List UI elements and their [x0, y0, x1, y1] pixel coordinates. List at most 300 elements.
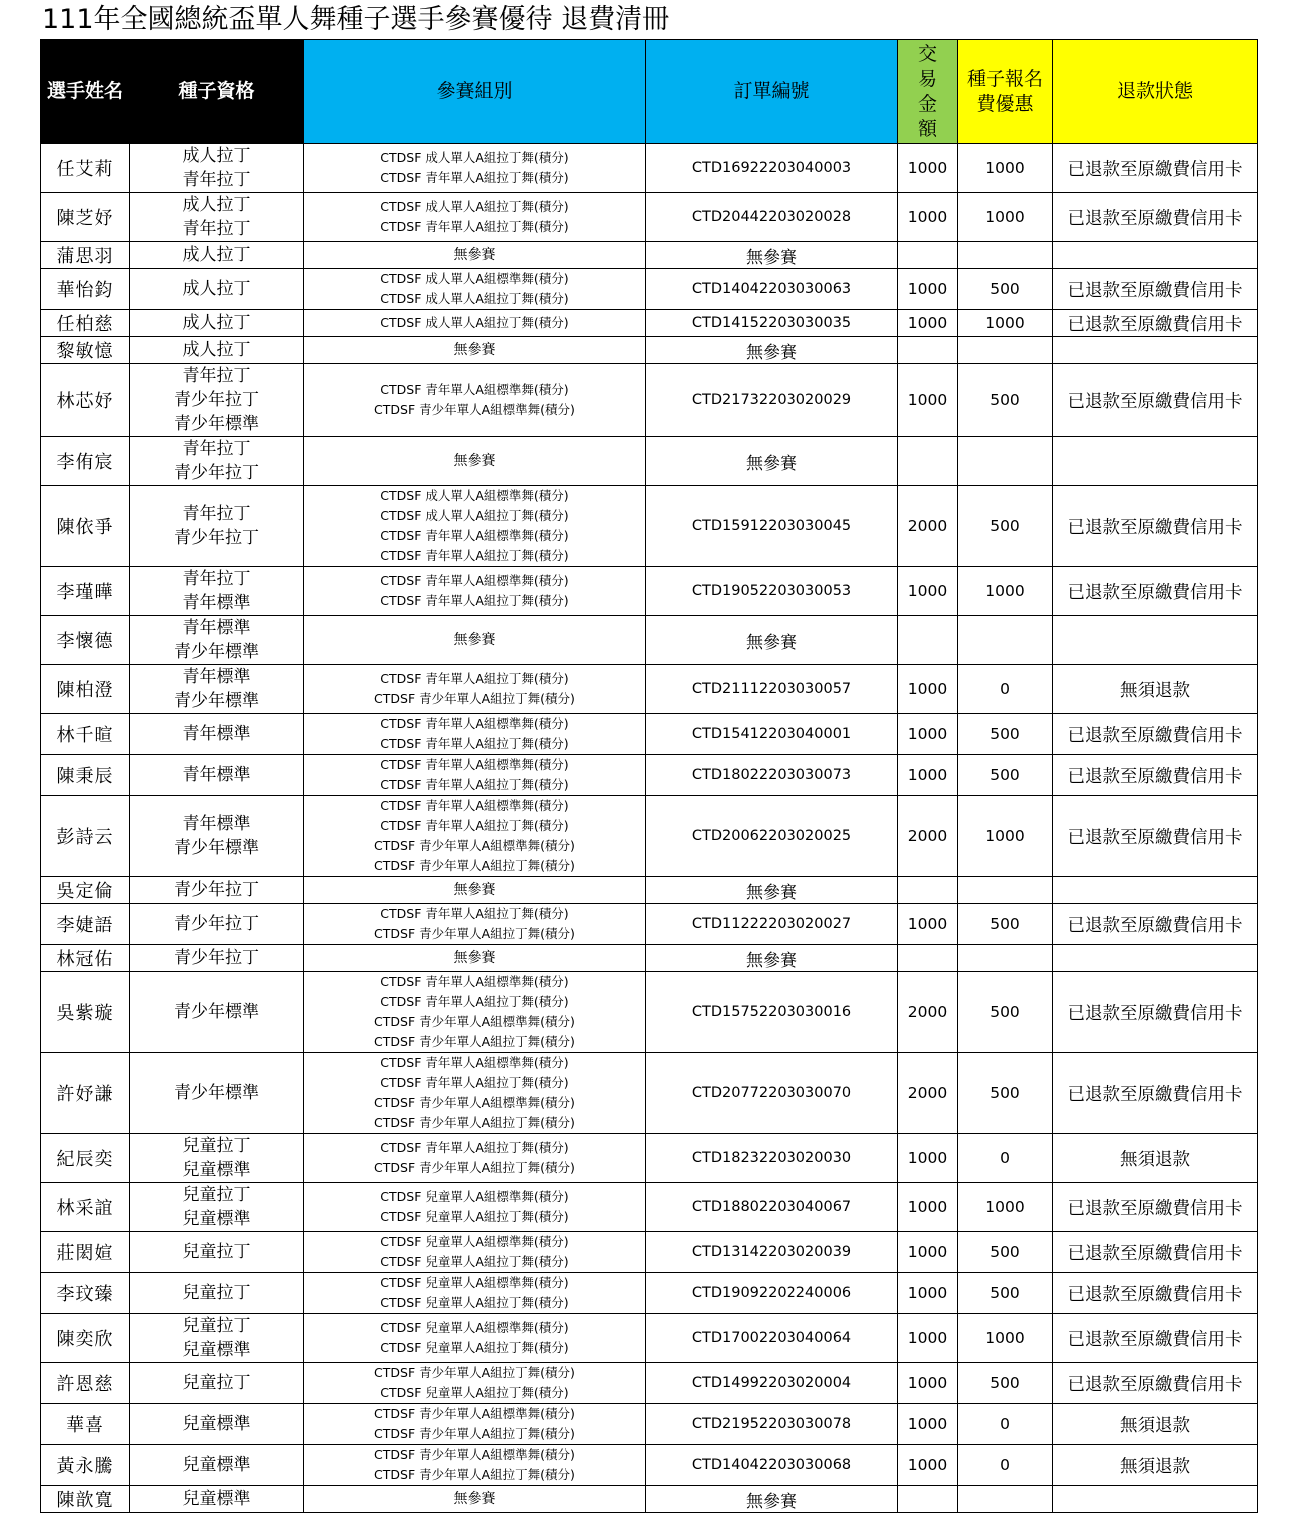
- seed-qualification-line: 青少年拉丁: [174, 463, 259, 483]
- seed-qualification-line: 兒童拉丁: [182, 1242, 251, 1262]
- seed-qualification-line: 兒童標準: [182, 1455, 251, 1475]
- table-row: [41, 665, 1258, 714]
- seed-qualification: [130, 796, 304, 877]
- seed-discount: [958, 437, 1053, 486]
- player-name: 林采誼: [41, 1183, 130, 1232]
- table-row: [41, 796, 1258, 877]
- division-list-line: CTDSF 青年單人A組標準舞(積分): [380, 974, 569, 989]
- division-list-line: CTDSF 青年單人A組標準舞(積分): [380, 798, 569, 813]
- refund-status: 已退款至原繳費信用卡: [1053, 1053, 1258, 1134]
- refund-status: [1053, 337, 1258, 364]
- player-name: 吳定倫: [41, 877, 130, 904]
- seed-discount: [958, 945, 1053, 972]
- player-name: 紀辰奕: [41, 1134, 130, 1183]
- seed-discount: 1000: [958, 1314, 1053, 1363]
- transaction-amount: 1000: [898, 1183, 958, 1232]
- refund-status: 已退款至原繳費信用卡: [1053, 904, 1258, 945]
- seed-discount: 500: [958, 972, 1053, 1053]
- division-list: [304, 310, 646, 337]
- division-list-line: CTDSF 成人單人A組標準舞(積分): [380, 271, 569, 286]
- transaction-amount: 2000: [898, 1053, 958, 1134]
- seed-qualification-line: 青少年拉丁: [174, 914, 259, 934]
- seed-qualification-line: 青少年標準: [174, 838, 259, 858]
- table-row: [41, 1486, 1258, 1513]
- division-list: [304, 1183, 646, 1232]
- division-list-line: CTDSF 青年單人A組標準舞(積分): [380, 757, 569, 772]
- division-list-line: CTDSF 青少年單人A組拉丁舞(積分): [374, 1467, 575, 1482]
- seed-discount: 500: [958, 714, 1053, 755]
- division-list-line: CTDSF 青少年單人A組標準舞(積分): [374, 1014, 575, 1029]
- refund-status: 已退款至原繳費信用卡: [1053, 755, 1258, 796]
- order-number: CTD11222203020027: [646, 904, 898, 945]
- seed-qualification-line: 成人拉丁: [182, 146, 251, 166]
- order-number: CTD20442203020028: [646, 193, 898, 242]
- division-list-line: 無參賽: [453, 882, 496, 898]
- seed-qualification: [130, 567, 304, 616]
- refund-status: [1053, 242, 1258, 269]
- division-list-line: 無參賽: [453, 453, 496, 469]
- order-number: CTD14152203030035: [646, 310, 898, 337]
- division-list-line: 無參賽: [453, 1491, 496, 1507]
- division-list-line: CTDSF 青年單人A組拉丁舞(積分): [380, 906, 569, 921]
- header-qualification: 種子資格: [130, 40, 304, 144]
- division-list: [304, 796, 646, 877]
- table-row: [41, 1053, 1258, 1134]
- order-number: CTD18232203020030: [646, 1134, 898, 1183]
- seed-discount: [958, 337, 1053, 364]
- order-number: CTD17002203040064: [646, 1314, 898, 1363]
- division-list-line: CTDSF 青年單人A組標準舞(積分): [380, 528, 569, 543]
- division-list: [304, 877, 646, 904]
- transaction-amount: 2000: [898, 972, 958, 1053]
- table-row: [41, 144, 1258, 193]
- table-row: [41, 1314, 1258, 1363]
- table-row: [41, 269, 1258, 310]
- division-list-line: CTDSF 兒童單人A組標準舞(積分): [380, 1234, 569, 1249]
- player-name: 華喜: [41, 1404, 130, 1445]
- seed-discount: 500: [958, 486, 1053, 567]
- seed-qualification: [130, 714, 304, 755]
- seed-qualification-line: 青年拉丁: [182, 439, 251, 459]
- division-list-line: CTDSF 青年單人A組拉丁舞(積分): [380, 671, 569, 686]
- seed-qualification: [130, 364, 304, 437]
- order-number: CTD18802203040067: [646, 1183, 898, 1232]
- order-number: CTD21732203020029: [646, 364, 898, 437]
- transaction-amount: [898, 616, 958, 665]
- seed-qualification-line: 成人拉丁: [182, 279, 251, 299]
- player-name: 黃永騰: [41, 1445, 130, 1486]
- seed-discount: 500: [958, 1053, 1053, 1134]
- transaction-amount: 1000: [898, 1232, 958, 1273]
- seed-qualification: [130, 1363, 304, 1404]
- seed-discount: 0: [958, 665, 1053, 714]
- order-number: 無參賽: [646, 945, 898, 972]
- refund-status: 已退款至原繳費信用卡: [1053, 193, 1258, 242]
- player-name: 陳芝妤: [41, 193, 130, 242]
- division-list-line: CTDSF 青少年單人A組拉丁舞(積分): [374, 1160, 575, 1175]
- seed-qualification: [130, 193, 304, 242]
- header-discount: 種子報名費優惠: [958, 40, 1053, 144]
- player-name: 華怡鈞: [41, 269, 130, 310]
- refund-status: 已退款至原繳費信用卡: [1053, 1363, 1258, 1404]
- seed-qualification-line: 青年標準: [182, 667, 251, 687]
- division-list-line: CTDSF 青少年單人A組拉丁舞(積分): [374, 926, 575, 941]
- seed-qualification-line: 青少年標準: [174, 414, 259, 434]
- order-number: 無參賽: [646, 242, 898, 269]
- seed-qualification: [130, 665, 304, 714]
- refund-status: [1053, 616, 1258, 665]
- seed-qualification: [130, 269, 304, 310]
- refund-status: 已退款至原繳費信用卡: [1053, 269, 1258, 310]
- header-name: 選手姓名: [41, 40, 130, 144]
- division-list-line: CTDSF 青少年單人A組標準舞(積分): [374, 838, 575, 853]
- transaction-amount: [898, 1486, 958, 1513]
- seed-qualification: [130, 144, 304, 193]
- seed-discount: 1000: [958, 567, 1053, 616]
- seed-qualification-line: 青年拉丁: [182, 170, 251, 190]
- division-list: [304, 904, 646, 945]
- division-list-line: CTDSF 青少年單人A組拉丁舞(積分): [374, 691, 575, 706]
- division-list: [304, 1273, 646, 1314]
- seed-discount: 1000: [958, 310, 1053, 337]
- transaction-amount: [898, 945, 958, 972]
- division-list-line: CTDSF 青少年單人A組標準舞(積分): [374, 1095, 575, 1110]
- seed-qualification-line: 兒童標準: [182, 1340, 251, 1360]
- refund-status: [1053, 1486, 1258, 1513]
- division-list: [304, 269, 646, 310]
- transaction-amount: 2000: [898, 486, 958, 567]
- seed-qualification-line: 成人拉丁: [182, 195, 251, 215]
- refund-status: 已退款至原繳費信用卡: [1053, 1314, 1258, 1363]
- division-list-line: 無參賽: [453, 950, 496, 966]
- division-list-line: CTDSF 青年單人A組標準舞(積分): [380, 573, 569, 588]
- transaction-amount: 2000: [898, 796, 958, 877]
- player-name: 林千暄: [41, 714, 130, 755]
- division-list-line: CTDSF 成人單人A組拉丁舞(積分): [380, 199, 569, 214]
- seed-qualification-line: 青年標準: [182, 724, 251, 744]
- division-list: [304, 1445, 646, 1486]
- seed-qualification: [130, 242, 304, 269]
- transaction-amount: 1000: [898, 904, 958, 945]
- division-list-line: CTDSF 成人單人A組拉丁舞(積分): [380, 508, 569, 523]
- table-row: [41, 486, 1258, 567]
- seed-qualification-line: 兒童拉丁: [182, 1283, 251, 1303]
- division-list: [304, 972, 646, 1053]
- table-row: [41, 714, 1258, 755]
- division-list: [304, 1404, 646, 1445]
- division-list-line: CTDSF 青年單人A組標準舞(積分): [380, 716, 569, 731]
- refund-status: 已退款至原繳費信用卡: [1053, 310, 1258, 337]
- seed-qualification: [130, 486, 304, 567]
- refund-status: 已退款至原繳費信用卡: [1053, 714, 1258, 755]
- header-status: 退款狀態: [1053, 40, 1258, 144]
- seed-qualification-line: 兒童拉丁: [182, 1185, 251, 1205]
- table-row: [41, 904, 1258, 945]
- order-number: 無參賽: [646, 337, 898, 364]
- division-list: [304, 1363, 646, 1404]
- order-number: CTD15412203040001: [646, 714, 898, 755]
- division-list: [304, 486, 646, 567]
- table-row: [41, 945, 1258, 972]
- seed-discount: 1000: [958, 1183, 1053, 1232]
- transaction-amount: 1000: [898, 714, 958, 755]
- table-row: [41, 310, 1258, 337]
- seed-discount: 1000: [958, 796, 1053, 877]
- seed-discount: 1000: [958, 144, 1053, 193]
- seed-qualification-line: 青少年拉丁: [174, 880, 259, 900]
- transaction-amount: 1000: [898, 193, 958, 242]
- seed-qualification-line: 青少年拉丁: [174, 948, 259, 968]
- player-name: 林冠佑: [41, 945, 130, 972]
- player-name: 吳紫璇: [41, 972, 130, 1053]
- seed-qualification-line: 青年拉丁: [182, 219, 251, 239]
- order-number: CTD14042203030063: [646, 269, 898, 310]
- division-list: [304, 337, 646, 364]
- player-name: 蒲思羽: [41, 242, 130, 269]
- transaction-amount: 1000: [898, 144, 958, 193]
- division-list-line: CTDSF 青少年單人A組拉丁舞(積分): [374, 1365, 575, 1380]
- seed-qualification-line: 成人拉丁: [182, 340, 251, 360]
- order-number: CTD15752203030016: [646, 972, 898, 1053]
- order-number: CTD15912203030045: [646, 486, 898, 567]
- player-name: 林芯妤: [41, 364, 130, 437]
- refund-status: 無須退款: [1053, 1134, 1258, 1183]
- table-row: [41, 1404, 1258, 1445]
- order-number: CTD14992203020004: [646, 1363, 898, 1404]
- seed-qualification-line: 兒童標準: [182, 1209, 251, 1229]
- transaction-amount: 1000: [898, 1134, 958, 1183]
- division-list-line: CTDSF 青少年單人A組拉丁舞(積分): [374, 1034, 575, 1049]
- division-list-line: CTDSF 青年單人A組拉丁舞(積分): [380, 170, 569, 185]
- transaction-amount: 1000: [898, 310, 958, 337]
- division-list-line: CTDSF 青年單人A組拉丁舞(積分): [380, 1140, 569, 1155]
- division-list: [304, 144, 646, 193]
- seed-qualification: [130, 1183, 304, 1232]
- seed-qualification: [130, 904, 304, 945]
- division-list: [304, 755, 646, 796]
- division-list-line: CTDSF 青少年單人A組標準舞(積分): [374, 1447, 575, 1462]
- table-row: [41, 337, 1258, 364]
- player-name: 陳歆寬: [41, 1486, 130, 1513]
- table-row: [41, 242, 1258, 269]
- seed-qualification-line: 青年標準: [182, 593, 251, 613]
- seed-qualification-line: 青少年標準: [174, 1083, 259, 1103]
- transaction-amount: 1000: [898, 1445, 958, 1486]
- refund-status: 已退款至原繳費信用卡: [1053, 144, 1258, 193]
- seed-discount: [958, 877, 1053, 904]
- seed-discount: 500: [958, 1232, 1053, 1273]
- seed-qualification-line: 青年拉丁: [182, 366, 251, 386]
- seed-qualification: [130, 755, 304, 796]
- refund-status: 無須退款: [1053, 1445, 1258, 1486]
- table-row: [41, 616, 1258, 665]
- header-amount: 交易金額: [898, 40, 958, 144]
- refund-status: 已退款至原繳費信用卡: [1053, 364, 1258, 437]
- table-row: [41, 437, 1258, 486]
- division-list-line: CTDSF 青年單人A組拉丁舞(積分): [380, 593, 569, 608]
- division-list: [304, 1314, 646, 1363]
- division-list-line: 無參賽: [453, 342, 496, 358]
- table-body: [41, 144, 1258, 1513]
- division-list-line: CTDSF 青少年單人A組標準舞(積分): [374, 402, 575, 417]
- seed-qualification: [130, 1445, 304, 1486]
- division-list-line: CTDSF 青年單人A組拉丁舞(積分): [380, 736, 569, 751]
- transaction-amount: 1000: [898, 1314, 958, 1363]
- division-list-line: CTDSF 成人單人A組拉丁舞(積分): [380, 291, 569, 306]
- table-row: [41, 1134, 1258, 1183]
- player-name: 任柏慈: [41, 310, 130, 337]
- refund-status: 已退款至原繳費信用卡: [1053, 1273, 1258, 1314]
- division-list-line: CTDSF 兒童單人A組標準舞(積分): [380, 1189, 569, 1204]
- refund-status: 無須退款: [1053, 665, 1258, 714]
- division-list-line: CTDSF 青年單人A組拉丁舞(積分): [380, 818, 569, 833]
- order-number: CTD14042203030068: [646, 1445, 898, 1486]
- division-list: [304, 437, 646, 486]
- division-list-line: CTDSF 青少年單人A組拉丁舞(積分): [374, 1426, 575, 1441]
- seed-qualification: [130, 1053, 304, 1134]
- seed-qualification-line: 青少年標準: [174, 642, 259, 662]
- division-list-line: CTDSF 青年單人A組拉丁舞(積分): [380, 777, 569, 792]
- seed-discount: 500: [958, 269, 1053, 310]
- division-list-line: 無參賽: [453, 632, 496, 648]
- seed-discount: 500: [958, 364, 1053, 437]
- seed-qualification: [130, 1232, 304, 1273]
- table-row: [41, 1232, 1258, 1273]
- seed-qualification-line: 青少年標準: [174, 691, 259, 711]
- division-list-line: 無參賽: [453, 247, 496, 263]
- order-number: CTD19092202240006: [646, 1273, 898, 1314]
- refund-status: 已退款至原繳費信用卡: [1053, 972, 1258, 1053]
- seed-qualification-line: 青年拉丁: [182, 569, 251, 589]
- seed-qualification: [130, 1134, 304, 1183]
- transaction-amount: 1000: [898, 269, 958, 310]
- refund-status: 已退款至原繳費信用卡: [1053, 1183, 1258, 1232]
- seed-qualification: [130, 1273, 304, 1314]
- division-list-line: CTDSF 兒童單人A組拉丁舞(積分): [380, 1295, 569, 1310]
- division-list-line: CTDSF 兒童單人A組拉丁舞(積分): [380, 1385, 569, 1400]
- page-title: 111年全國總統盃單人舞種子選手參賽優待 退費清冊: [42, 4, 670, 35]
- refund-status: 已退款至原繳費信用卡: [1053, 796, 1258, 877]
- seed-qualification-line: 兒童標準: [182, 1414, 251, 1434]
- division-list: [304, 242, 646, 269]
- division-list-line: CTDSF 兒童單人A組標準舞(積分): [380, 1320, 569, 1335]
- player-name: 李玟臻: [41, 1273, 130, 1314]
- player-name: 陳柏澄: [41, 665, 130, 714]
- division-list: [304, 193, 646, 242]
- player-name: 彭詩云: [41, 796, 130, 877]
- division-list-line: CTDSF 青年單人A組標準舞(積分): [380, 382, 569, 397]
- seed-qualification-line: 成人拉丁: [182, 245, 251, 265]
- seed-qualification: [130, 972, 304, 1053]
- player-name: 陳奕欣: [41, 1314, 130, 1363]
- seed-qualification-line: 青少年拉丁: [174, 390, 259, 410]
- player-name: 許恩慈: [41, 1363, 130, 1404]
- player-name: 李懷德: [41, 616, 130, 665]
- seed-qualification-line: 青少年拉丁: [174, 528, 259, 548]
- order-number: 無參賽: [646, 616, 898, 665]
- division-list-line: CTDSF 青年單人A組拉丁舞(積分): [380, 548, 569, 563]
- seed-qualification-line: 兒童標準: [182, 1489, 251, 1509]
- division-list-line: CTDSF 成人單人A組拉丁舞(積分): [380, 150, 569, 165]
- division-list-line: CTDSF 兒童單人A組標準舞(積分): [380, 1275, 569, 1290]
- order-number: CTD13142203020039: [646, 1232, 898, 1273]
- transaction-amount: 1000: [898, 1363, 958, 1404]
- seed-qualification: [130, 1404, 304, 1445]
- division-list: [304, 1232, 646, 1273]
- seed-discount: 0: [958, 1404, 1053, 1445]
- division-list: [304, 616, 646, 665]
- player-name: 李婕語: [41, 904, 130, 945]
- refund-table: [40, 39, 1258, 1513]
- seed-discount: [958, 242, 1053, 269]
- player-name: 李瑾曄: [41, 567, 130, 616]
- refund-status: 已退款至原繳費信用卡: [1053, 1232, 1258, 1273]
- division-list: [304, 945, 646, 972]
- player-name: 陳秉辰: [41, 755, 130, 796]
- table-row: [41, 755, 1258, 796]
- division-list-line: CTDSF 兒童單人A組拉丁舞(積分): [380, 1340, 569, 1355]
- seed-discount: 500: [958, 904, 1053, 945]
- transaction-amount: 1000: [898, 567, 958, 616]
- order-number: CTD21952203030078: [646, 1404, 898, 1445]
- seed-qualification-line: 成人拉丁: [182, 313, 251, 333]
- transaction-amount: 1000: [898, 1404, 958, 1445]
- seed-qualification-line: 青年標準: [182, 618, 251, 638]
- order-number: CTD20772203030070: [646, 1053, 898, 1134]
- order-number: CTD19052203030053: [646, 567, 898, 616]
- player-name: 許妤謙: [41, 1053, 130, 1134]
- seed-qualification-line: 兒童拉丁: [182, 1373, 251, 1393]
- division-list: [304, 714, 646, 755]
- division-list: [304, 665, 646, 714]
- seed-qualification: [130, 877, 304, 904]
- seed-discount: [958, 616, 1053, 665]
- seed-discount: 500: [958, 1363, 1053, 1404]
- seed-discount: 0: [958, 1445, 1053, 1486]
- seed-qualification: [130, 616, 304, 665]
- seed-qualification-line: 兒童標準: [182, 1160, 251, 1180]
- table-row: [41, 972, 1258, 1053]
- division-list: [304, 364, 646, 437]
- transaction-amount: 1000: [898, 1273, 958, 1314]
- table-row: [41, 1183, 1258, 1232]
- division-list: [304, 567, 646, 616]
- seed-discount: 1000: [958, 193, 1053, 242]
- seed-qualification: [130, 310, 304, 337]
- order-number: CTD21112203030057: [646, 665, 898, 714]
- transaction-amount: [898, 242, 958, 269]
- division-list-line: CTDSF 青年單人A組拉丁舞(積分): [380, 219, 569, 234]
- division-list-line: CTDSF 青年單人A組標準舞(積分): [380, 1055, 569, 1070]
- refund-status: 無須退款: [1053, 1404, 1258, 1445]
- player-name: 李侑宸: [41, 437, 130, 486]
- transaction-amount: [898, 877, 958, 904]
- seed-qualification-line: 兒童拉丁: [182, 1316, 251, 1336]
- table-row: [41, 1445, 1258, 1486]
- division-list: [304, 1134, 646, 1183]
- table-row: [41, 567, 1258, 616]
- seed-qualification-line: 青年標準: [182, 814, 251, 834]
- seed-qualification-line: 青年標準: [182, 765, 251, 785]
- table-row: [41, 193, 1258, 242]
- order-number: 無參賽: [646, 437, 898, 486]
- division-list-line: CTDSF 青少年單人A組標準舞(積分): [374, 1406, 575, 1421]
- transaction-amount: [898, 437, 958, 486]
- table-row: [41, 364, 1258, 437]
- refund-status: 已退款至原繳費信用卡: [1053, 486, 1258, 567]
- seed-discount: 500: [958, 755, 1053, 796]
- seed-qualification-line: 青年拉丁: [182, 504, 251, 524]
